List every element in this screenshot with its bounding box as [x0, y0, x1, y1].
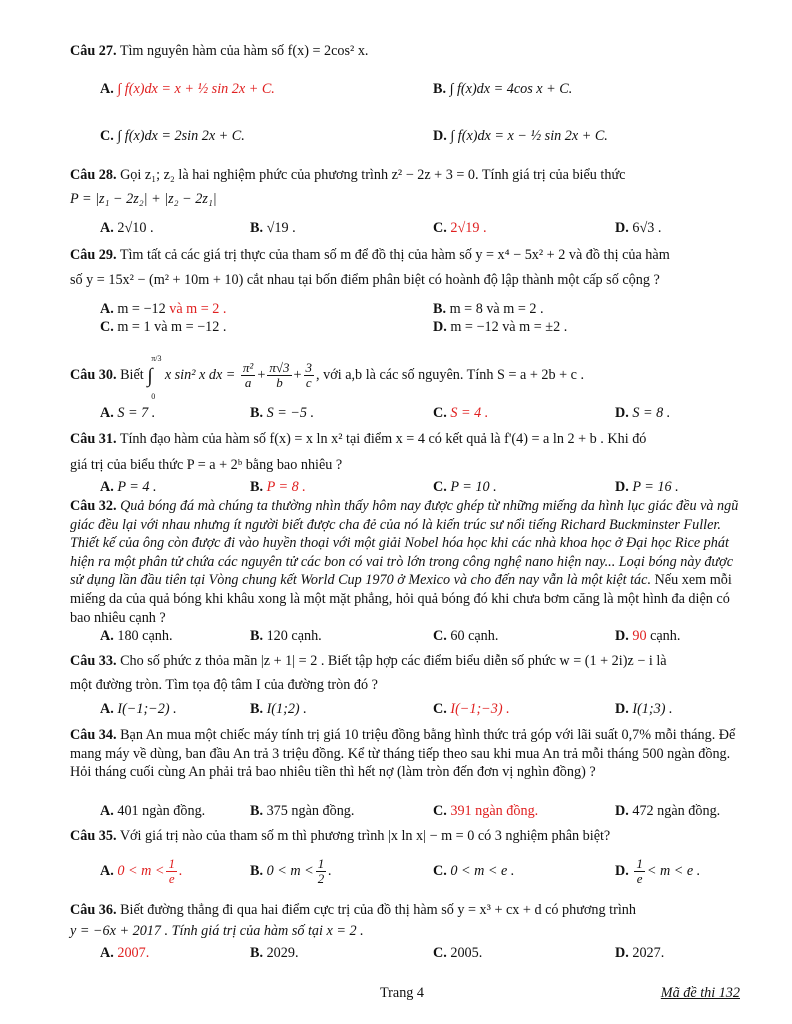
option-label: C.: [433, 945, 447, 961]
option-label: D.: [433, 319, 447, 335]
question-label: Câu 32.: [70, 498, 117, 514]
q30-option-a: [100, 404, 155, 422]
option-text: m = 8 và m = 2 .: [449, 301, 544, 317]
integral-lower: 0: [151, 392, 156, 401]
q35-option-a: [100, 856, 183, 886]
question-label: Câu 31.: [70, 431, 117, 447]
q28-option-c: [433, 219, 487, 237]
question-text: Gọi z₁; z₂ là hai nghiệm phức của phương trình z² − 2z + 3 = 0. Tính giá trị của biểu thức: [120, 167, 626, 183]
integrand: x sin² x dx =: [164, 367, 236, 383]
option-label: D.: [615, 628, 629, 644]
option-label: C.: [433, 628, 447, 644]
option-text: 2007.: [117, 945, 150, 961]
q33-option-d: [615, 700, 673, 718]
q28-option-b: [250, 219, 296, 237]
q35-option-b: [250, 856, 332, 886]
option-label: C.: [433, 803, 447, 819]
option-text: I(−1;−3) .: [450, 701, 510, 717]
option-text: I(1;2) .: [266, 701, 307, 717]
option-label: A.: [100, 479, 114, 495]
option-text: S = 7 .: [117, 405, 156, 421]
option-text: √19 .: [266, 220, 296, 236]
q29-option-b: [433, 300, 544, 318]
option-text: 2027.: [632, 945, 665, 961]
question-33: [70, 652, 667, 670]
exam-code: Mã đề thi 132: [660, 985, 740, 1001]
q36-option-b: [250, 944, 298, 962]
q30-option-b: [250, 404, 314, 422]
option-text: ∫ f(x)dx = 2sin 2x + C.: [117, 128, 245, 144]
q31-option-a: [100, 478, 157, 496]
option-text: ∫ f(x)dx = x − ½ sin 2x + C.: [450, 128, 608, 144]
option-label: B.: [250, 220, 264, 236]
option-label: A.: [100, 945, 114, 961]
option-label: D.: [615, 220, 629, 236]
option-label: D.: [615, 863, 629, 879]
option-label: B.: [433, 301, 447, 317]
option-text: P = 8 .: [266, 479, 306, 495]
option-label: B.: [250, 803, 264, 819]
question-30: Câu 30. Biết π/3 ∫ 0 x sin² x dx = $\frac{\text{π²}}{a}$ + $\frac{\pi√3}{b}$ + $\frac{3}{c}$ , với a,b là các số nguyên. Tính S = a + 2b + c .: [70, 360, 584, 391]
q34-option-a: [100, 802, 205, 820]
option-text: 0 < m < e .: [450, 863, 515, 879]
q33-line2: một đường tròn. Tìm tọa độ tâm I của đường tròn đó ?: [70, 677, 378, 693]
question-text: Cho số phức z thỏa mãn |z + 1| = 2 . Biết tập hợp các điểm biểu diễn số phức w = (1 + 2i)z − i là: [120, 653, 667, 669]
question-29: [70, 246, 670, 264]
q34-option-d: [615, 802, 720, 820]
q29-option-a: [100, 300, 226, 318]
option-label: C.: [433, 220, 447, 236]
option-text: S = 4 .: [450, 405, 489, 421]
option-label: C.: [433, 405, 447, 421]
question-label: Câu 33.: [70, 653, 117, 669]
q29-option-c: [100, 318, 226, 336]
option-text: 2029.: [266, 945, 299, 961]
option-text: 2√10 .: [117, 220, 154, 236]
question-label: Câu 29.: [70, 247, 117, 263]
q30-option-d: [615, 404, 670, 422]
question-label: Câu 28.: [70, 167, 117, 183]
option-label: B.: [433, 81, 447, 97]
option-label: A.: [100, 81, 114, 97]
option-text: 6√3 .: [632, 220, 662, 236]
question-text: Với giá trị nào của tham số m thì phương trình |x ln x| − m = 0 có 3 nghiệm phân biệt?: [119, 828, 611, 844]
option-text: S = −5 .: [266, 405, 315, 421]
option-text: 120 cạnh.: [266, 628, 322, 644]
option-text: 0 < m < $\frac{1}{e}$ .: [117, 856, 183, 887]
question-text: Biết: [120, 367, 144, 383]
option-label: A.: [100, 628, 114, 644]
q31-option-c: [433, 478, 497, 496]
option-label: C.: [100, 128, 114, 144]
question-text: Tìm tất cả các giá trị thực của tham số m để đồ thị của hàm số y = x⁴ − 5x² + 2 và đồ thị của hàm: [119, 247, 670, 263]
option-text: 2005.: [450, 945, 483, 961]
q28-option-a: [100, 219, 154, 237]
option-text: P = 16 .: [632, 479, 679, 495]
option-text: $\frac{1}{e}$ < m < e .: [636, 856, 701, 887]
option-text: I(−1;−2) .: [117, 701, 177, 717]
q32-option-a: [100, 627, 173, 645]
q30-option-c: [433, 404, 488, 422]
option-text: 2√19 .: [450, 220, 487, 236]
option-text: 60 cạnh.: [450, 628, 499, 644]
option-text-answer: và m = 2 .: [165, 301, 227, 317]
q32-option-c: [433, 627, 498, 645]
option-label: B.: [250, 863, 264, 879]
option-text: 401 ngàn đồng.: [117, 803, 206, 819]
q36-line2: y = −6x + 2017 . Tính giá trị của hàm số tại x = 2 .: [70, 923, 364, 939]
q31-line2: giá trị của biểu thức P = a + 2ᵇ bằng bao nhiêu ?: [70, 457, 343, 473]
option-text: 0 < m < $\frac{1}{2}$ .: [266, 856, 332, 887]
page-number: Trang 4: [380, 985, 425, 1001]
question-label: Câu 35.: [70, 828, 117, 844]
option-text: cạnh.: [646, 628, 681, 644]
option-text: P = 4 .: [117, 479, 157, 495]
question-text: Tính đạo hàm của hàm số f(x) = x ln x² tại điểm x = 4 có kết quả là f'(4) = a ln 2 + b . Khi đó: [119, 431, 647, 447]
question-32: [70, 497, 740, 627]
q28-expression: P = |z₁ − 2z₂| + |z₂ − 2z₁|: [70, 191, 217, 207]
fraction-2: $\frac{\pi√3}{b}$: [269, 360, 290, 391]
question-31: [70, 430, 646, 448]
option-label: B.: [250, 405, 264, 421]
option-label: D.: [433, 128, 447, 144]
integral-upper: π/3: [151, 354, 162, 363]
option-text: S = 8 .: [632, 405, 671, 421]
q28-option-d: [615, 219, 661, 237]
q27-option-c: [100, 127, 245, 145]
q31-option-d: [615, 478, 679, 496]
question-text-post: , với a,b là các số nguyên. Tính S = a + 2b + c .: [316, 367, 585, 383]
q33-option-b: [250, 700, 307, 718]
q29-line2: số y = 15x² − (m² + 10m + 10) cắt nhau tại bốn điểm phân biệt có hoành độ lập thành một cấp số cộng ?: [70, 272, 660, 288]
question-34: [70, 726, 740, 782]
question-text-italic: Quả bóng đá mà chúng ta thường nhìn thấy hôm nay được ghép từ những miếng da hình lục giác đều và ngũ giác đều lại với nhau nhưng ít người biết được cha đẻ của nó là kiến trúc sư nổi tiếng Richard Buckminster Fuller. Thiết kế của ông còn được đi vào huyền thoại với một giải Nobel hóa học khi các nhà khoa học ở Đại học Rice phát hiện ra một phân tử chứa các nguyên tử các bon có vai trò lớn trong công nghệ nano hiện nay... Loại bóng này được sử dụng lần đầu tiên tại Vòng chung kết World Cup 1970 ở Mexico và cho đến nay vẫn là một kiệt tác.: [70, 498, 739, 589]
option-label: B.: [250, 628, 264, 644]
option-text: 391 ngàn đồng.: [450, 803, 539, 819]
option-text: ∫ f(x)dx = 4cos x + C.: [449, 81, 573, 97]
option-label: A.: [100, 803, 114, 819]
option-text: m = −12: [117, 301, 166, 317]
option-label: C.: [433, 701, 447, 717]
fraction-1: $\frac{\text{π²}}{a}$: [242, 360, 254, 391]
integral-sign: π/3 ∫ 0: [147, 360, 161, 391]
option-text: 472 ngàn đồng.: [632, 803, 721, 819]
option-label: B.: [250, 945, 264, 961]
q31-option-b: [250, 478, 306, 496]
question-27: [70, 42, 368, 60]
option-label: C.: [100, 319, 114, 335]
question-text: Biết đường thẳng đi qua hai điểm cực trị của đồ thị hàm số y = x³ + cx + d có phương trình: [120, 902, 636, 918]
option-label: A.: [100, 701, 114, 717]
question-text: Nếu xem mỗi miếng da của quả bóng khi khâu xong là một mặt phẳng, hỏi quả bóng đó khi chưa bơm căng là một hình đa diện có bao nhiêu cạnh ?: [70, 572, 732, 626]
option-text: m = 1 và m = −12 .: [117, 319, 227, 335]
q27-option-b: [433, 80, 572, 98]
option-text: ∫ f(x)dx = x + ½ sin 2x + C.: [117, 81, 275, 97]
question-36: [70, 901, 636, 919]
option-label: C.: [433, 479, 447, 495]
q32-option-b: [250, 627, 322, 645]
q32-option-d: [615, 627, 680, 645]
q34-option-c: [433, 802, 538, 820]
option-label: A.: [100, 405, 114, 421]
option-label: A.: [100, 863, 114, 879]
q35-option-d: [615, 856, 700, 886]
option-label: D.: [615, 701, 629, 717]
option-text-answer: 90: [632, 628, 647, 644]
option-label: D.: [615, 405, 629, 421]
option-label: A.: [100, 220, 114, 236]
fraction-3: $\frac{3}{c}$: [305, 360, 313, 391]
option-text: 180 cạnh.: [117, 628, 173, 644]
q33-option-c: [433, 700, 510, 718]
option-label: A.: [100, 301, 114, 317]
option-label: D.: [615, 945, 629, 961]
option-label: C.: [433, 863, 447, 879]
q34-option-b: [250, 802, 354, 820]
option-label: B.: [250, 701, 264, 717]
question-label: Câu 36.: [70, 902, 117, 918]
option-label: D.: [615, 803, 629, 819]
q36-option-c: [433, 944, 482, 962]
q29-option-d: [433, 318, 567, 336]
option-label: D.: [615, 479, 629, 495]
question-label: Câu 27.: [70, 43, 117, 59]
question-text: Tìm nguyên hàm của hàm số f(x) = 2cos² x.: [119, 43, 369, 59]
q33-option-a: [100, 700, 177, 718]
option-text: m = −12 và m = ±2 .: [450, 319, 568, 335]
option-text: 375 ngàn đồng.: [266, 803, 355, 819]
q27-option-a: [100, 80, 275, 98]
question-text: Bạn An mua một chiếc máy tính trị giá 10 triệu đồng bằng hình thức trả góp với lãi suất 0,7% mỗi tháng. Để mang máy về dùng, ban đầu An trả 3 triệu đồng. Kể từ tháng tiếp theo sau khi mua An trả mỗi tháng 500 ngàn đồng. Hỏi tháng cuối cùng An phải trả bao nhiêu tiền thì hết nợ (làm tròn đến đơn vị nghìn đồng) ?: [70, 727, 736, 781]
option-text: P = 10 .: [450, 479, 497, 495]
q36-option-d: [615, 944, 664, 962]
question-28: [70, 166, 625, 184]
question-label: Câu 34.: [70, 727, 117, 743]
question-35: [70, 827, 610, 845]
option-text: I(1;3) .: [632, 701, 673, 717]
option-label: B.: [250, 479, 264, 495]
q27-option-d: [433, 127, 608, 145]
q35-option-c: [433, 862, 514, 880]
q36-option-a: [100, 944, 149, 962]
question-label: Câu 30.: [70, 367, 117, 383]
